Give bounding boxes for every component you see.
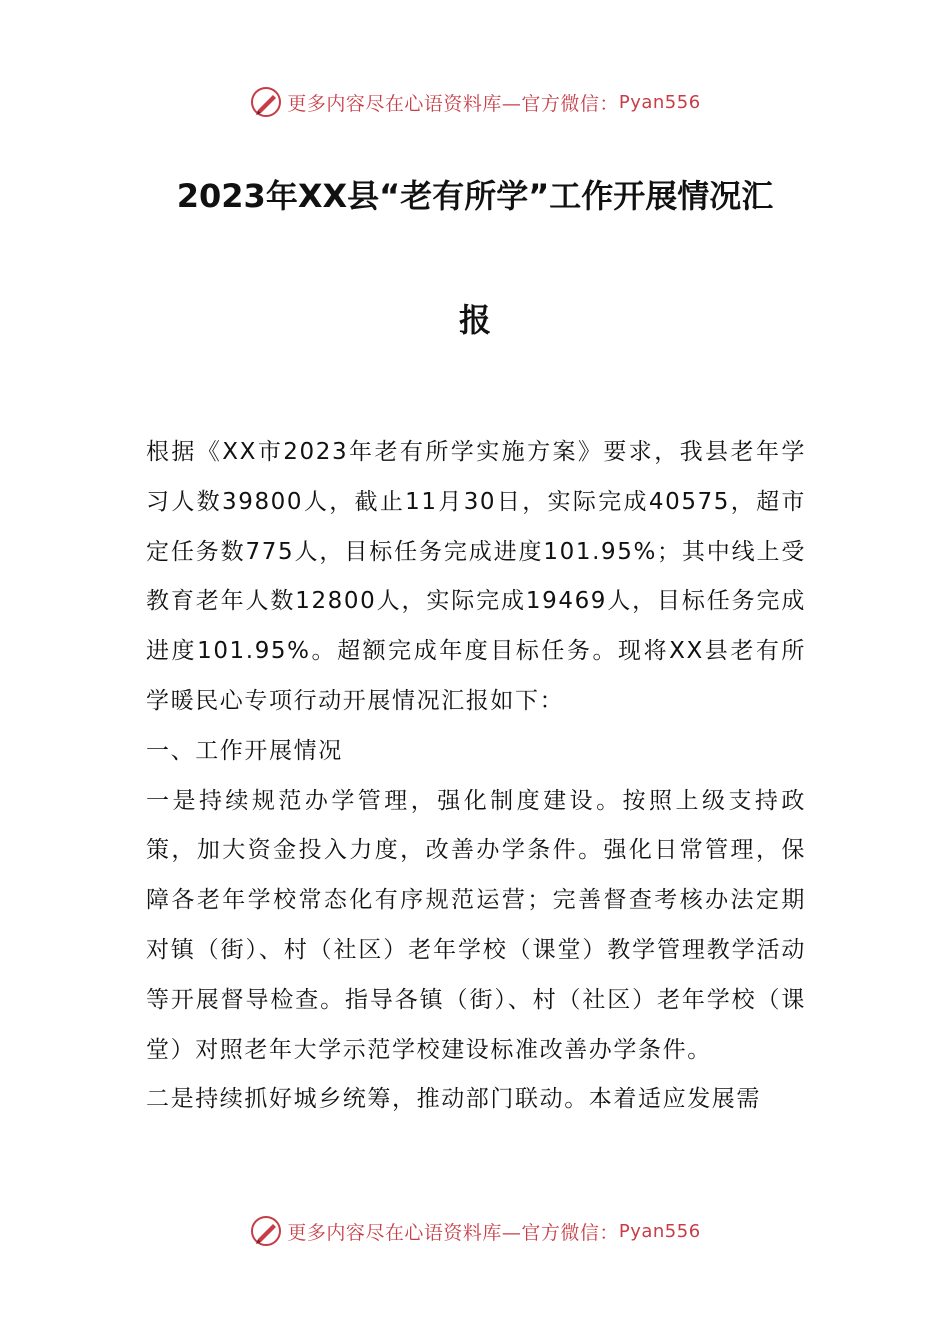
header-watermark (0, 82, 950, 122)
paragraph-second-point: 二是持续抓好城乡统筹，推动部门联动。本着适应发展需 (146, 1086, 761, 1113)
watermark-text: 更多内容尽在心语资料库—官方微信： (287, 1221, 619, 1244)
section-heading-work-progress: 一、工作开展情况 (146, 737, 343, 764)
watermark-wechat-id: Pyan556 (618, 91, 701, 113)
document-title-line-2: 报 (458, 301, 491, 339)
footer-watermark (0, 1211, 950, 1251)
paragraph-intro: 根据《XX市2023年老有所学实施方案》要求，我县老年学习人数39800人，截止11月30日，实际完成40575，超市定任务数775人，目标任务完成进度101.95%；其中线上受教育老年人数12800人，实际完成19469人，目标任务完成进度101.95%。超额完成年度目标任务。现将XX县老有所学暖民心专项行动开展情况汇报如下： (146, 439, 806, 714)
pen-circle-logo-icon (249, 85, 283, 119)
paragraph-first-point: 一是持续规范办学管理，强化制度建设。按照上级支持政策，加大资金投入力度，改善办学条件。强化日常管理，保障各老年学校常态化有序规范运营；完善督查考核办法定期对镇（街）、村（社区）老年学校（课堂）教学管理教学活动等开展督导检查。指导各镇（街）、村（社区）老年学校（课堂）对照老年大学示范学校建设标准改善办学条件。 (146, 787, 806, 1063)
watermark-wechat-id: Pyan556 (618, 1220, 701, 1242)
watermark-text: 更多内容尽在心语资料库—官方微信： (287, 92, 619, 115)
pen-circle-logo-icon (249, 1214, 283, 1248)
document-body (146, 428, 806, 1125)
document-title-line-1: 2023年XX县“老有所学”工作开展情况汇 (176, 177, 774, 215)
